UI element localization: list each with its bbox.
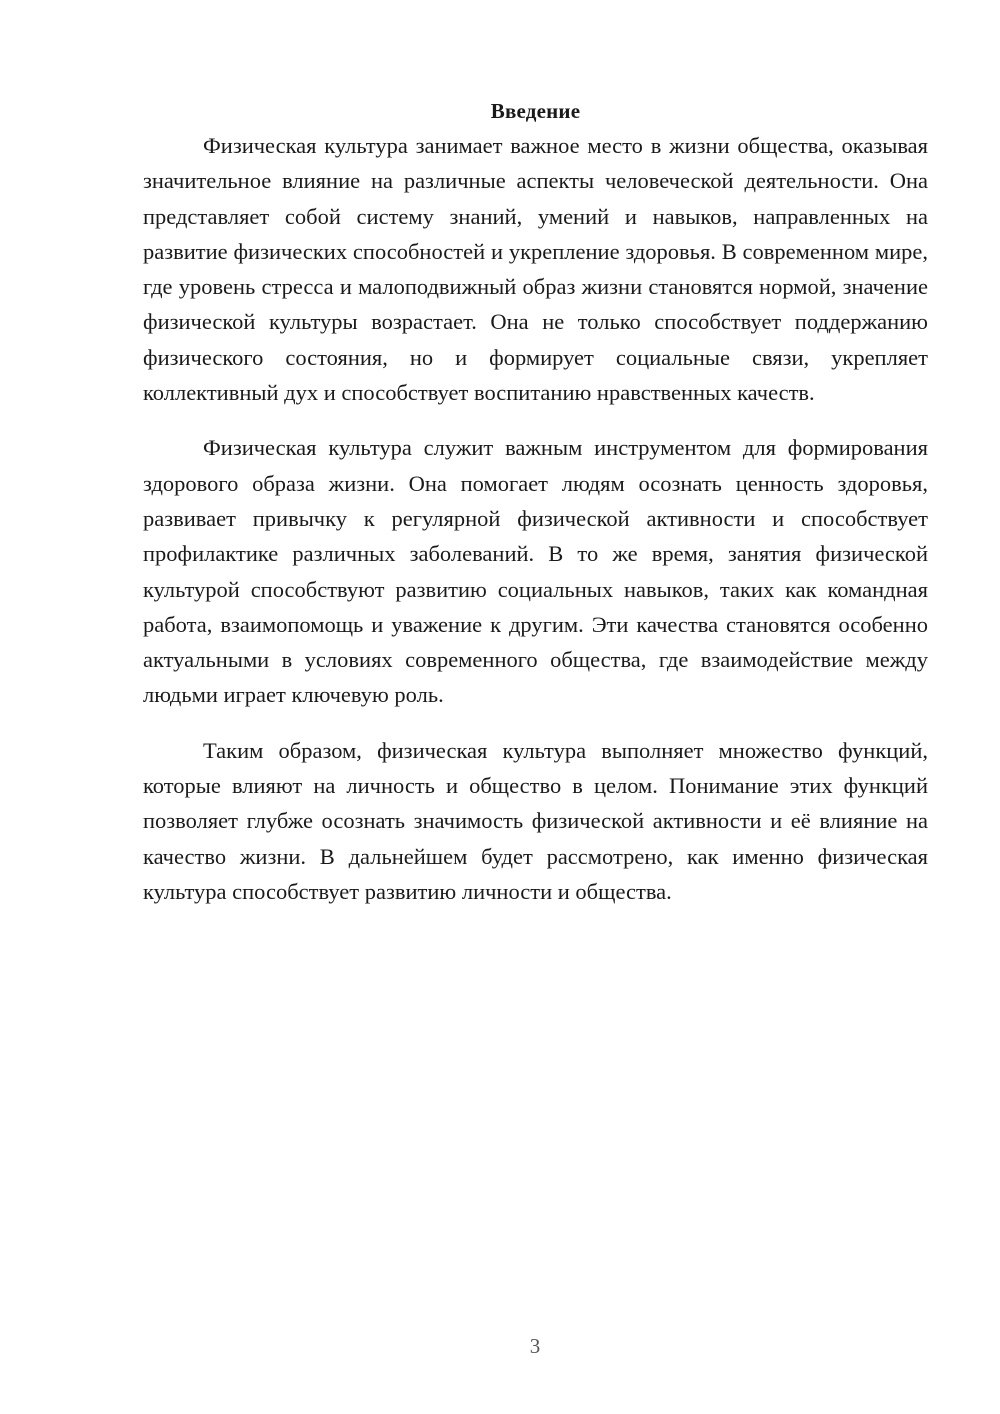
page-number: 3	[529, 1334, 541, 1358]
paragraph-3: Таким образом, физическая культура выполняет множество функций, которые влияют на личность и общество в целом. Понимание этих функций позволяет глубже осознать значимость физической активности и её влияние на качество жизни. В дальнейшем будет рассмотрено, как именно физическая культура способствует развитию личности и общества.	[143, 737, 928, 904]
section-title: Введение	[490, 99, 581, 123]
paragraph-2: Физическая культура служит важным инструментом для формирования здорового образа жизни. Она помогает людям осознать ценность здоровья, развивает привычку к регулярной физической активности и способствует профилактике различных заболеваний. В то же время, занятия физической культурой способствуют развитию социальных навыков, таких как командная работа, взаимопомощь и уважение к другим. Эти качества становятся особенно актуальными в условиях современного общества, где взаимодействие между людьми играет ключевую роль.	[143, 435, 928, 708]
page-content	[143, 94, 928, 909]
paragraph-1: Физическая культура занимает важное место в жизни общества, оказывая значительное влияние на различные аспекты человеческой деятельности. Она представляет собой систему знаний, умений и навыков, направленных на развитие физических способностей и укрепление здоровья. В современном мире, где уровень стресса и малоподвижный образ жизни становятся нормой, значение физической культуры возрастает. Она не только способствует поддержанию физического состояния, но и формирует социальные связи, укрепляет коллективный дух и способствует воспитанию нравственных качеств.	[143, 133, 928, 406]
